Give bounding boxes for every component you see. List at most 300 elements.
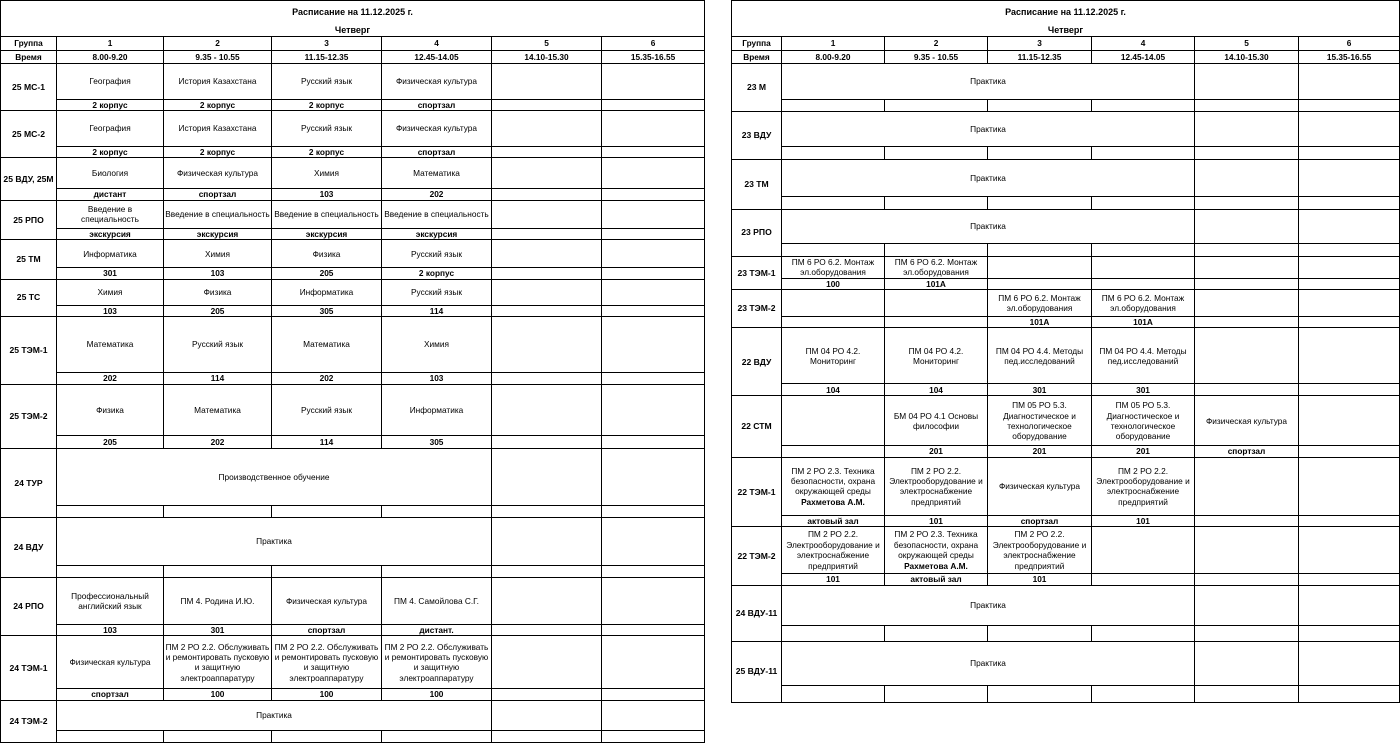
subject-cell (164, 200, 272, 228)
empty-cell (1299, 585, 1400, 625)
room-cell (1092, 574, 1195, 585)
subject-text: Информатика (83, 248, 137, 259)
subject-cell (492, 158, 602, 189)
subject-cell (1092, 527, 1195, 574)
subject-text: ПМ 4. Самойлова С.Г. (394, 595, 479, 606)
empty-cell (602, 448, 705, 505)
table-row-rooms (1, 268, 705, 279)
room-cell: 205 (57, 435, 164, 448)
panel-gap (705, 0, 731, 729)
empty-cell (1195, 641, 1299, 685)
room-cell (602, 505, 705, 517)
room-cell: 104 (782, 384, 885, 396)
subject-cell (1195, 527, 1299, 574)
subject-text: География (89, 76, 131, 87)
group-name: 25 МС-1 (1, 63, 57, 110)
day-row (1, 25, 705, 37)
schedule-title: Расписание на 11.12.2025 г. (732, 1, 1400, 25)
subject-text: Математика (86, 339, 134, 350)
teacher-name: Рахметова А.М. (801, 496, 865, 507)
subject-text: Химия (204, 248, 230, 259)
subject-cell (602, 279, 705, 305)
room-cell (988, 278, 1092, 289)
period-header-row (732, 36, 1400, 50)
room-cell: 301 (1092, 384, 1195, 396)
group-name: 25 ВДУ, 25М (1, 158, 57, 200)
subject-cell (1092, 256, 1195, 278)
group-name: 25 ТС (1, 279, 57, 316)
subject-text: Химия (423, 339, 449, 350)
subject-cell (164, 316, 272, 372)
room-cell: 100 (164, 689, 272, 700)
room-cell (57, 565, 164, 577)
period-number: 4 (382, 36, 492, 50)
room-cell: 103 (57, 305, 164, 316)
table-row (1, 448, 705, 505)
subject-cell (492, 63, 602, 99)
room-cell: 201 (1092, 446, 1195, 457)
room-cell: экскурсия (57, 228, 164, 239)
time-header: Время (732, 50, 782, 63)
table-row (732, 209, 1400, 243)
subject-text: Русский язык (411, 286, 462, 297)
room-cell (988, 196, 1092, 209)
table-row-rooms (732, 243, 1400, 256)
period-number: 3 (988, 36, 1092, 50)
room-cell: 114 (272, 435, 382, 448)
day-of-week: Четверг (732, 25, 1400, 37)
period-header-row (1, 36, 705, 50)
room-cell (492, 689, 602, 700)
subject-cell (602, 636, 705, 689)
room-cell (492, 305, 602, 316)
subject-text: Биология (91, 168, 129, 179)
subject-text: Химия (97, 286, 123, 297)
subject-text: Физическая культура (395, 76, 478, 87)
period-time: 8.00-9.20 (57, 50, 164, 63)
subject-cell (988, 328, 1092, 384)
title-row (732, 1, 1400, 25)
merged-activity: Практика (782, 159, 1195, 196)
room-cell (602, 689, 705, 700)
group-name: 23 М (732, 63, 782, 111)
subject-cell (272, 158, 382, 189)
table-row (732, 641, 1400, 685)
subject-cell (57, 240, 164, 268)
room-cell: спортзал (164, 189, 272, 200)
merged-activity: Практика (782, 63, 1195, 99)
subject-cell (164, 384, 272, 435)
time-header-row (1, 50, 705, 63)
table-row (1, 577, 705, 624)
room-cell (1299, 278, 1400, 289)
subject-text: Русский язык (411, 248, 462, 259)
empty-cell (602, 517, 705, 565)
subject-cell (382, 636, 492, 689)
subject-cell (382, 279, 492, 305)
subject-text: Физика (312, 248, 341, 259)
table-row (1, 240, 705, 268)
room-cell (885, 317, 988, 328)
subject-text: История Казахстана (178, 76, 257, 87)
group-name: 24 РПО (1, 577, 57, 635)
subject-text: Введение в специальность (81, 203, 139, 225)
room-cell (782, 196, 885, 209)
subject-cell (602, 240, 705, 268)
table-row (732, 457, 1400, 515)
table-row (732, 585, 1400, 625)
room-cell: 103 (382, 372, 492, 384)
room-cell: 103 (164, 268, 272, 279)
subject-cell (988, 527, 1092, 574)
schedule-panel-right (731, 0, 1400, 729)
group-name: 25 ВДУ-11 (732, 641, 782, 702)
empty-cell (1299, 159, 1400, 196)
empty-cell (1299, 111, 1400, 146)
group-name: 24 ВДУ-11 (732, 585, 782, 641)
room-cell: 101А (988, 317, 1092, 328)
room-cell (782, 243, 885, 256)
group-name: 23 ТЭМ-1 (732, 256, 782, 289)
room-cell (602, 624, 705, 635)
subject-cell (164, 158, 272, 189)
room-cell (164, 565, 272, 577)
subject-cell (602, 384, 705, 435)
room-cell: 205 (272, 268, 382, 279)
room-cell (1299, 625, 1400, 641)
group-name: 24 ТЭМ-1 (1, 636, 57, 700)
room-cell: 201 (885, 446, 988, 457)
subject-cell (57, 316, 164, 372)
merged-activity: Практика (782, 641, 1195, 685)
schedule-panel-left (0, 0, 705, 729)
table-row (1, 636, 705, 689)
subject-cell (57, 111, 164, 147)
room-cell (885, 625, 988, 641)
period-time: 9.35 - 10.55 (164, 50, 272, 63)
subject-cell (1195, 457, 1299, 515)
room-cell (1092, 146, 1195, 159)
subject-text: ПМ 2 РО 2.3. Техника безопасности, охрана окружающей среды (790, 465, 876, 497)
room-cell (602, 435, 705, 448)
room-cell: 101А (1092, 317, 1195, 328)
merged-activity: Практика (57, 700, 492, 730)
subject-text: Введение в специальность (274, 209, 379, 220)
subject-cell (382, 63, 492, 99)
subject-text: ПМ 2 РО 2.2. Обслуживать и ремонтировать пусковую и защитную электроаппаратуру (384, 641, 489, 683)
subject-cell (272, 63, 382, 99)
room-cell (1195, 515, 1299, 526)
subject-cell (492, 240, 602, 268)
group-name: 25 ТЭМ-2 (1, 384, 57, 448)
subject-cell (885, 256, 988, 278)
subject-cell (602, 200, 705, 228)
room-cell: 104 (885, 384, 988, 396)
subject-text: ПМ 2 РО 2.2. Обслуживать и ремонтировать пусковую и защитную электроаппаратуру (165, 641, 270, 683)
room-cell (492, 505, 602, 517)
subject-cell (382, 577, 492, 624)
subject-cell (988, 396, 1092, 446)
subject-text: ПМ 2 РО 2.3. Техника безопасности, охрана окружающей среды (893, 529, 979, 561)
subject-text: Информатика (299, 286, 354, 297)
table-row-rooms (732, 515, 1400, 526)
subject-cell (602, 577, 705, 624)
group-header: Группа (1, 36, 57, 50)
room-cell: актовый зал (885, 574, 988, 585)
group-name: 25 РПО (1, 200, 57, 239)
room-cell: 100 (272, 689, 382, 700)
room-cell: 301 (57, 268, 164, 279)
table-row-rooms (732, 685, 1400, 702)
period-number: 4 (1092, 36, 1195, 50)
merged-activity: Практика (782, 209, 1195, 243)
subject-text: ПМ 6 РО 6.2. Монтаж эл.оборудования (998, 292, 1081, 314)
empty-cell (602, 700, 705, 730)
period-number: 5 (492, 36, 602, 50)
room-cell (988, 146, 1092, 159)
room-cell (885, 685, 988, 702)
subject-cell (382, 384, 492, 435)
room-cell: спортзал (272, 624, 382, 635)
subject-cell (782, 290, 885, 317)
table-row (1, 200, 705, 228)
room-cell (602, 99, 705, 110)
room-cell (492, 730, 602, 742)
period-time: 8.00-9.20 (782, 50, 885, 63)
room-cell (272, 565, 382, 577)
period-time: 15.35-16.55 (1299, 50, 1400, 63)
room-cell (272, 505, 382, 517)
subject-text: ПМ 6 РО 6.2. Монтаж эл.оборудования (1101, 292, 1185, 314)
table-row (1, 279, 705, 305)
time-header: Время (1, 50, 57, 63)
subject-text: ПМ 2 РО 2.2. Электрооборудование и электроснабжение предприятий (1096, 465, 1190, 507)
room-cell: экскурсия (382, 228, 492, 239)
subject-text: ПМ 6 РО 6.2. Монтаж эл.оборудования (791, 256, 875, 278)
subject-text: История Казахстана (178, 123, 257, 134)
subject-text: Физическая культура (1205, 415, 1288, 426)
room-cell (1195, 625, 1299, 641)
room-cell: дистант. (382, 624, 492, 635)
room-cell (602, 147, 705, 158)
subject-cell (782, 396, 885, 446)
room-cell (1299, 446, 1400, 457)
subject-cell (885, 396, 988, 446)
subject-cell (57, 200, 164, 228)
room-cell (782, 446, 885, 457)
room-cell: 103 (57, 624, 164, 635)
table-row (732, 111, 1400, 146)
room-cell (1299, 515, 1400, 526)
subject-cell (382, 240, 492, 268)
day-row (732, 25, 1400, 37)
room-cell (1299, 574, 1400, 585)
room-cell (782, 146, 885, 159)
room-cell: 305 (382, 435, 492, 448)
table-row (1, 384, 705, 435)
subject-cell (164, 63, 272, 99)
room-cell: 114 (164, 372, 272, 384)
time-header-row (732, 50, 1400, 63)
subject-text: ПМ 05 РО 5.3. Диагностическое и технологическое оборудование (1003, 400, 1076, 442)
room-cell (492, 147, 602, 158)
table-row-rooms (1, 624, 705, 635)
room-cell (602, 305, 705, 316)
schedule-title: Расписание на 11.12.2025 г. (1, 1, 705, 25)
room-cell (492, 268, 602, 279)
room-cell: 202 (382, 189, 492, 200)
subject-cell (1195, 396, 1299, 446)
room-cell: 2 корпус (272, 99, 382, 110)
room-cell: спортзал (57, 689, 164, 700)
subject-cell (885, 328, 988, 384)
subject-cell (272, 636, 382, 689)
room-cell: 100 (382, 689, 492, 700)
subject-cell (272, 279, 382, 305)
subject-text: Физика (203, 286, 232, 297)
subject-cell (1092, 396, 1195, 446)
subject-text: Физическая культура (998, 481, 1081, 492)
subject-cell (492, 316, 602, 372)
subject-text: ПМ 4. Родина И.Ю. (180, 595, 255, 606)
empty-cell (492, 448, 602, 505)
period-number: 6 (602, 36, 705, 50)
room-cell: 202 (164, 435, 272, 448)
subject-cell (164, 279, 272, 305)
room-cell (492, 565, 602, 577)
room-cell: 201 (988, 446, 1092, 457)
table-row-rooms (1, 730, 705, 742)
room-cell: спортзал (988, 515, 1092, 526)
table-row-rooms (1, 189, 705, 200)
subject-text: Химия (313, 168, 339, 179)
group-name: 25 ТМ (1, 240, 57, 279)
subject-text: ПМ 6 РО 6.2. Монтаж эл.оборудования (894, 256, 978, 278)
table-row-rooms (1, 372, 705, 384)
subject-text: ПМ 04 РО 4.2. Мониторинг (805, 345, 861, 366)
subject-text: Информатика (409, 404, 464, 415)
room-cell (602, 228, 705, 239)
period-number: 2 (164, 36, 272, 50)
group-header: Группа (732, 36, 782, 50)
subject-cell (382, 111, 492, 147)
period-time: 11.15-12.35 (988, 50, 1092, 63)
subject-text: ПМ 04 РО 4.2. Мониторинг (908, 345, 964, 366)
empty-cell (492, 517, 602, 565)
room-cell: дистант (57, 189, 164, 200)
room-cell: 101 (1092, 515, 1195, 526)
subject-cell (272, 577, 382, 624)
period-time: 11.15-12.35 (272, 50, 382, 63)
room-cell (492, 624, 602, 635)
subject-text: ПМ 04 РО 4.4. Методы пед.исследований (1099, 345, 1187, 366)
room-cell: экскурсия (164, 228, 272, 239)
room-cell (988, 625, 1092, 641)
period-time: 9.35 - 10.55 (885, 50, 988, 63)
room-cell (602, 730, 705, 742)
subject-cell (782, 527, 885, 574)
room-cell (164, 730, 272, 742)
table-row (732, 290, 1400, 317)
teacher-name: Рахметова А.М. (904, 560, 968, 571)
room-cell (1092, 243, 1195, 256)
room-cell (1195, 685, 1299, 702)
room-cell (885, 196, 988, 209)
subject-cell (988, 256, 1092, 278)
room-cell (492, 228, 602, 239)
room-cell (988, 243, 1092, 256)
group-name: 24 ТЭМ-2 (1, 700, 57, 742)
table-row-rooms (1, 505, 705, 517)
table-row (1, 111, 705, 147)
table-row (732, 63, 1400, 99)
subject-cell (1299, 328, 1400, 384)
empty-cell (1195, 159, 1299, 196)
room-cell (1195, 574, 1299, 585)
subject-cell (782, 328, 885, 384)
table-row-rooms (1, 228, 705, 239)
room-cell (164, 505, 272, 517)
room-cell (1092, 278, 1195, 289)
room-cell: 101 (988, 574, 1092, 585)
subject-cell (57, 384, 164, 435)
room-cell (782, 685, 885, 702)
room-cell (1195, 99, 1299, 111)
subject-text: ПМ 2 РО 2.2. Электрооборудование и электроснабжение предприятий (786, 529, 880, 571)
room-cell: актовый зал (782, 515, 885, 526)
group-name: 24 ВДУ (1, 517, 57, 577)
room-cell (382, 565, 492, 577)
room-cell (602, 372, 705, 384)
room-cell (492, 189, 602, 200)
title-row (1, 1, 705, 25)
room-cell: 2 корпус (382, 268, 492, 279)
room-cell: 202 (272, 372, 382, 384)
period-number: 5 (1195, 36, 1299, 50)
subject-cell (1299, 527, 1400, 574)
subject-text: Введение в специальность (384, 209, 489, 220)
period-number: 6 (1299, 36, 1400, 50)
group-name: 23 ТМ (732, 159, 782, 209)
table-row (1, 316, 705, 372)
subject-text: Физика (96, 404, 124, 415)
subject-cell (1299, 290, 1400, 317)
subject-text: Введение в специальность (165, 209, 270, 220)
subject-cell (492, 577, 602, 624)
room-cell (1299, 196, 1400, 209)
room-cell (1195, 196, 1299, 209)
subject-cell (1092, 457, 1195, 515)
period-time: 14.10-15.30 (1195, 50, 1299, 63)
room-cell: 305 (272, 305, 382, 316)
room-cell (492, 372, 602, 384)
subject-cell (164, 240, 272, 268)
room-cell (1299, 99, 1400, 111)
subject-cell (885, 457, 988, 515)
room-cell: 2 корпус (57, 147, 164, 158)
subject-cell (1195, 290, 1299, 317)
empty-cell (1195, 111, 1299, 146)
subject-cell (382, 316, 492, 372)
room-cell: спортзал (1195, 446, 1299, 457)
room-cell (1299, 685, 1400, 702)
group-name: 23 ВДУ (732, 111, 782, 159)
room-cell: 101А (885, 278, 988, 289)
room-cell (1195, 243, 1299, 256)
room-cell (1195, 146, 1299, 159)
room-cell (272, 730, 382, 742)
subject-text: ПМ 04 РО 4.4. Методы пед.исследований (995, 345, 1084, 366)
